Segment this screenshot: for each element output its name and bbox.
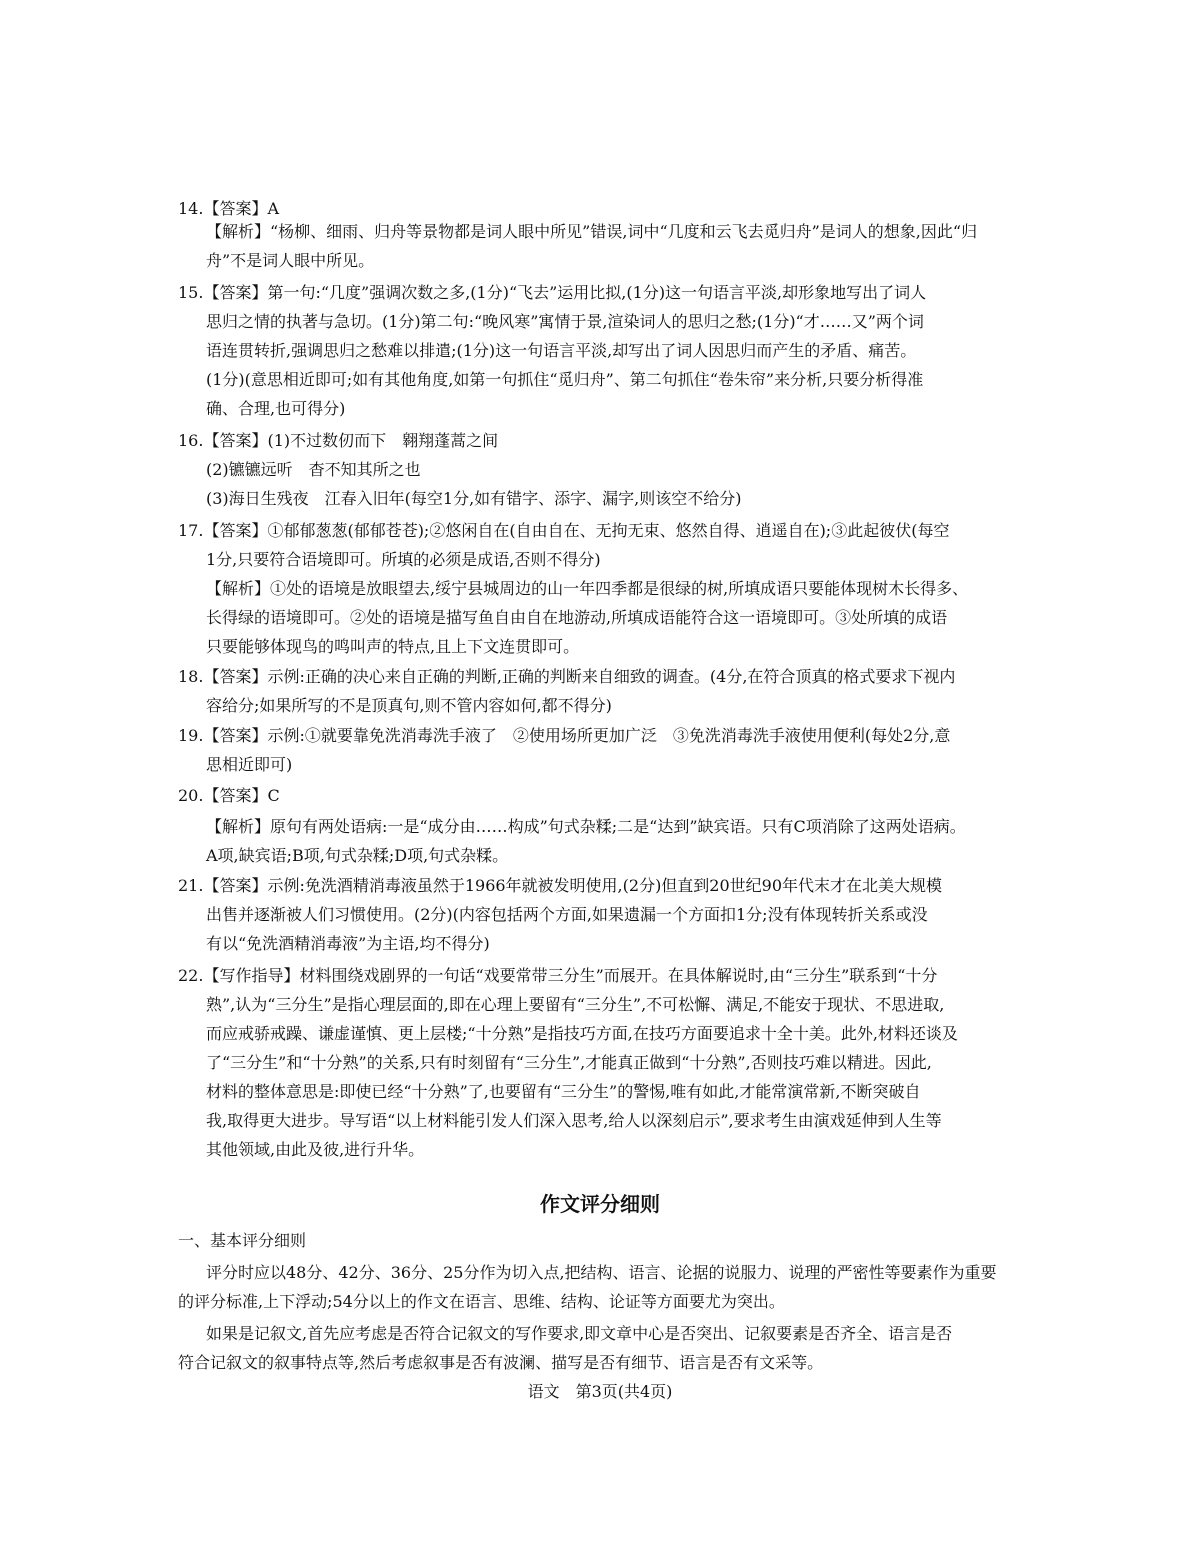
text-line: 的评分标准,上下浮动;54分以上的作文在语言、思维、结构、论证等方面要尤为突出。 [178, 1292, 785, 1311]
text-line: 1分,只要符合语境即可。所填的必须是成语,否则不得分) [206, 550, 601, 569]
text-line: 【解析】“杨柳、细雨、归舟等景物都是词人眼中所见”错误,词中“几度和云飞去觅归舟”是词人的想象,因此“归 [206, 222, 978, 241]
text-line: 容给分;如果所写的不是顶真句,则不管内容如何,都不得分) [206, 696, 612, 715]
text-line: 有以“免洗酒精消毒液”为主语,均不得分) [206, 934, 490, 953]
page-footer: 语文 第3页(共4页) [527, 1382, 673, 1401]
text-line: 符合记叙文的叙事特点等,然后考虑叙事是否有波澜、描写是否有细节、语言是否有文采等。 [178, 1353, 824, 1372]
text-line: 出售并逐渐被人们习惯使用。(2分)(内容包括两个方面,如果遗漏一个方面扣1分;没有体现转折关系或没 [206, 905, 928, 924]
text-line: 确、合理,也可得分) [206, 399, 346, 418]
text-line: 一、基本评分细则 [178, 1231, 307, 1250]
text-line: 19.【答案】示例:①就要靠免洗消毒洗手液了 ②使用场所更加广泛 ③免洗消毒洗手液使用便利(每处2分,意 [178, 726, 951, 745]
text-line: 16.【答案】(1)不过数仞而下 翱翔蓬蒿之间 [178, 431, 499, 450]
text-line: (2)镳镳远听 杳不知其所之也 [206, 460, 421, 479]
text-line: 【解析】①处的语境是放眼望去,绥宁县城周边的山一年四季都是很绿的树,所填成语只要能体现树木长得多、 [206, 579, 969, 598]
text-line: 长得绿的语境即可。②处的语境是描写鱼自由自在地游动,所填成语能符合这一语境即可。③处所填的成语 [206, 608, 948, 627]
text-line: 只要能够体现鸟的鸣叫声的特点,且上下文连贯即可。 [206, 637, 580, 656]
text-line: 我,取得更大进步。导写语“以上材料能引发人们深入思考,给人以深刻启示”,要求考生由演戏延伸到人生等 [206, 1111, 942, 1130]
text-line: 思相近即可) [206, 755, 293, 774]
section-title: 作文评分细则 [540, 1192, 660, 1216]
text-line: 22.【写作指导】材料围绕戏剧界的一句话“戏要常带三分生”而展开。在具体解说时,由“三分生”联系到“十分 [178, 966, 938, 985]
text-line: 了“三分生”和“十分熟”的关系,只有时刻留有“三分生”,才能真正做到“十分熟”,否则技巧难以精进。因此, [206, 1053, 932, 1072]
text-line: 21.【答案】示例:免洗酒精消毒液虽然于1966年就被发明使用,(2分)但直到20世纪90年代末才在北美大规模 [178, 876, 943, 895]
text-line: A项,缺宾语;B项,句式杂糅;D项,句式杂糅。 [206, 846, 509, 865]
text-line: 15.【答案】第一句:“几度”强调次数之多,(1分)“飞去”运用比拟,(1分)这一句语言平淡,却形象地写出了词人 [178, 283, 927, 302]
text-line: 其他领域,由此及彼,进行升华。 [206, 1140, 425, 1159]
text-line: 思归之情的执著与急切。(1分)第二句:“晚风寒”寓情于景,渲染词人的思归之愁;(1分)“才……又”两个词 [206, 312, 924, 331]
text-line: 评分时应以48分、42分、36分、25分作为切入点,把结构、语言、论据的说服力、说理的严密性等要素作为重要 [206, 1263, 997, 1282]
text-line: 而应戒骄戒躁、谦虚谨慎、更上层楼;“十分熟”是指技巧方面,在技巧方面要追求十全十美。此外,材料还谈及 [206, 1024, 958, 1043]
text-line: 20.【答案】C [178, 786, 280, 805]
text-line: (1分)(意思相近即可;如有其他角度,如第一句抓住“觅归舟”、第二句抓住“卷朱帘”来分析,只要分析得准 [206, 370, 924, 389]
text-line: 【解析】原句有两处语病:一是“成分由……构成”句式杂糅;二是“达到”缺宾语。只有C项消除了这两处语病。 [206, 817, 966, 836]
text-line: 18.【答案】示例:正确的决心来自正确的判断,正确的判断来自细致的调查。(4分,在符合顶真的格式要求下视内 [178, 667, 956, 686]
text-line: 熟”,认为“三分生”是指心理层面的,即在心理上要留有“三分生”,不可松懈、满足,不能安于现状、不思进取, [206, 995, 945, 1014]
text-line: 舟”不是词人眼中所见。 [206, 251, 375, 270]
text-line: (3)海日生残夜 江春入旧年(每空1分,如有错字、添字、漏字,则该空不给分) [206, 489, 742, 508]
text-line: 如果是记叙文,首先应考虑是否符合记叙文的写作要求,即文章中心是否突出、记叙要素是否齐全、语言是否 [206, 1324, 953, 1343]
text-line: 17.【答案】①郁郁葱葱(郁郁苍苍);②悠闲自在(自由自在、无拘无束、悠然自得、逍遥自在);③此起彼伏(每空 [178, 521, 950, 540]
text-line: 14.【答案】A [178, 199, 280, 218]
text-line: 语连贯转折,强调思归之愁难以排遣;(1分)这一句语言平淡,却写出了词人因思归而产生的矛盾、痛苦。 [206, 341, 917, 360]
text-line: 材料的整体意思是:即使已经“十分熟”了,也要留有“三分生”的警惕,唯有如此,才能常演常新,不断突破自 [206, 1082, 921, 1101]
